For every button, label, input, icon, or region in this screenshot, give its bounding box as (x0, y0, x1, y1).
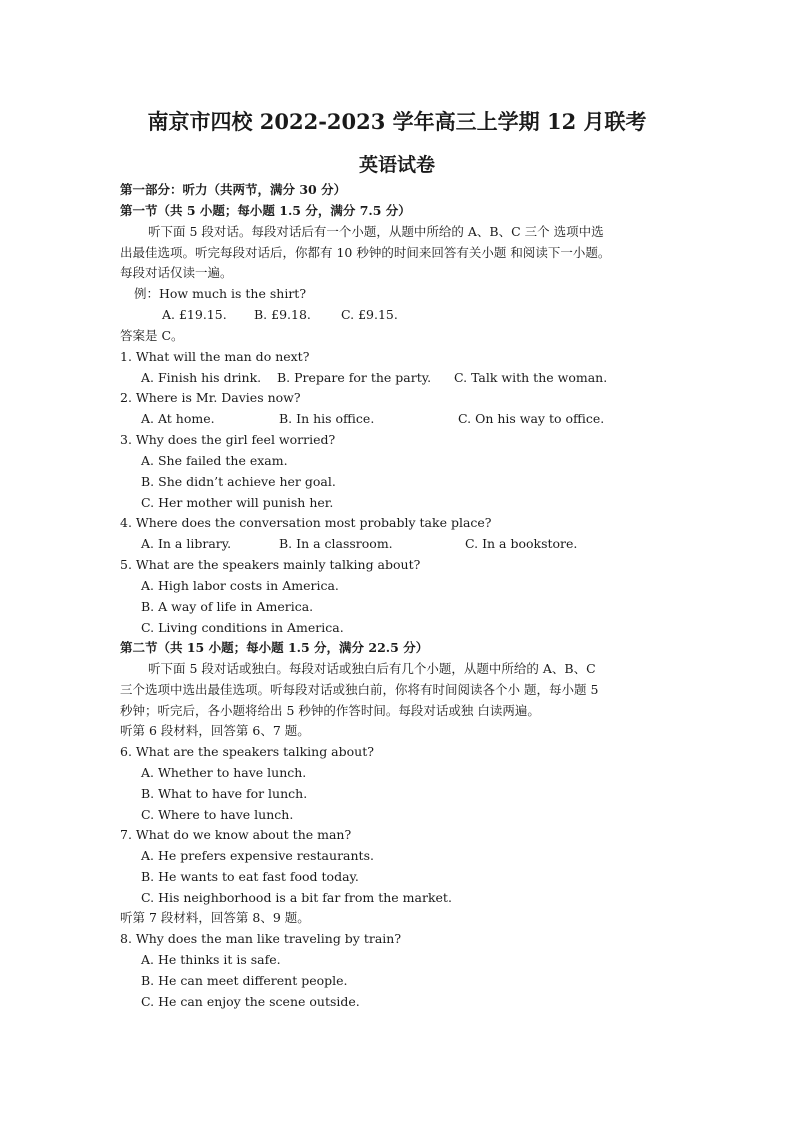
material-note: 听第 6 段材料，回答第 6、7 题。 (120, 723, 310, 738)
option-c: C. He can enjoy the scene outside. (141, 994, 360, 1009)
question-text: 3. Why does the girl feel worried? (120, 432, 336, 447)
option-a: A. He prefers expensive restaurants. (141, 848, 374, 863)
section1-instructions-line: 每段对话仅读一遍。 (120, 265, 233, 280)
option-b: B. In a classroom. (279, 536, 393, 551)
section1-instructions-line: 出最佳选项。听完每段对话后，你都有 10 秒钟的时间来回答有关小题 和阅读下一小题。 (120, 245, 611, 260)
part1-heading: 第一部分：听力（共两节，满分 30 分） (120, 182, 347, 197)
option-b: B. Prepare for the party. (277, 370, 432, 385)
section2-heading: 第二节（共 15 小题；每小题 1.5 分，满分 22.5 分） (120, 640, 429, 655)
exam-title: 南京市四校 2022-2023 学年高三上学期 12 月联考 (147, 109, 647, 134)
exam-subtitle: 英语试卷 (358, 154, 435, 176)
section1-heading: 第一节（共 5 小题；每小题 1.5 分，满分 7.5 分） (120, 203, 411, 218)
question-text: 5. What are the speakers mainly talking about? (120, 557, 421, 572)
option-b: B. She didn’t achieve her goal. (141, 474, 336, 489)
example-option: A. £19.15. (162, 307, 227, 322)
section2-instructions-line: 秒钟；听完后，各小题将给出 5 秒钟的作答时间。每段对话或独 白读两遍。 (120, 703, 540, 718)
example-option: C. £9.15. (341, 307, 398, 322)
question-text: 7. What do we know about the man? (120, 827, 352, 842)
option-b: B. A way of life in America. (141, 599, 314, 614)
option-c: C. In a bookstore. (465, 536, 578, 551)
option-c: C. Her mother will punish her. (141, 495, 334, 510)
option-c: C. Living conditions in America. (141, 620, 344, 635)
option-b: B. What to have for lunch. (141, 786, 308, 801)
section2-instructions-line: 听下面 5 段对话或独白。每段对话或独白后有几个小题，从题中所给的 A、B、C (148, 661, 596, 676)
question-text: 2. Where is Mr. Davies now? (120, 390, 301, 405)
example-question: 例：How much is the shirt? (134, 286, 307, 301)
option-a: A. In a library. (141, 536, 232, 551)
option-a: A. High labor costs in America. (141, 578, 339, 593)
section2-instructions-line: 三个选项中选出最佳选项。听每段对话或独白前，你将有时间阅读各个小 题，每小题 5 (120, 682, 599, 697)
question-text: 6. What are the speakers talking about? (120, 744, 374, 759)
option-a: A. Whether to have lunch. (141, 765, 307, 780)
option-c: C. Talk with the woman. (454, 370, 608, 385)
question-text: 4. Where does the conversation most probably take place? (120, 515, 492, 530)
option-c: C. On his way to office. (458, 411, 605, 426)
example-answer: 答案是 C。 (120, 328, 184, 343)
option-a: A. He thinks it is safe. (141, 952, 281, 967)
option-a: A. She failed the exam. (141, 453, 288, 468)
option-b: B. He wants to eat fast food today. (141, 869, 359, 884)
section1-instructions-line: 听下面 5 段对话。每段对话后有一个小题，从题中所给的 A、B、C 三个 选项中选 (148, 224, 604, 239)
option-a: A. At home. (141, 411, 215, 426)
option-b: B. In his office. (279, 411, 375, 426)
option-b: B. He can meet different people. (141, 973, 348, 988)
question-text: 8. Why does the man like traveling by train? (120, 931, 402, 946)
example-option: B. £9.18. (254, 307, 311, 322)
option-c: C. Where to have lunch. (141, 807, 294, 822)
option-c: C. His neighborhood is a bit far from the market. (141, 890, 452, 905)
option-a: A. Finish his drink. (141, 370, 262, 385)
question-text: 1. What will the man do next? (120, 349, 310, 364)
material-note: 听第 7 段材料，回答第 8、9 题。 (120, 910, 310, 925)
